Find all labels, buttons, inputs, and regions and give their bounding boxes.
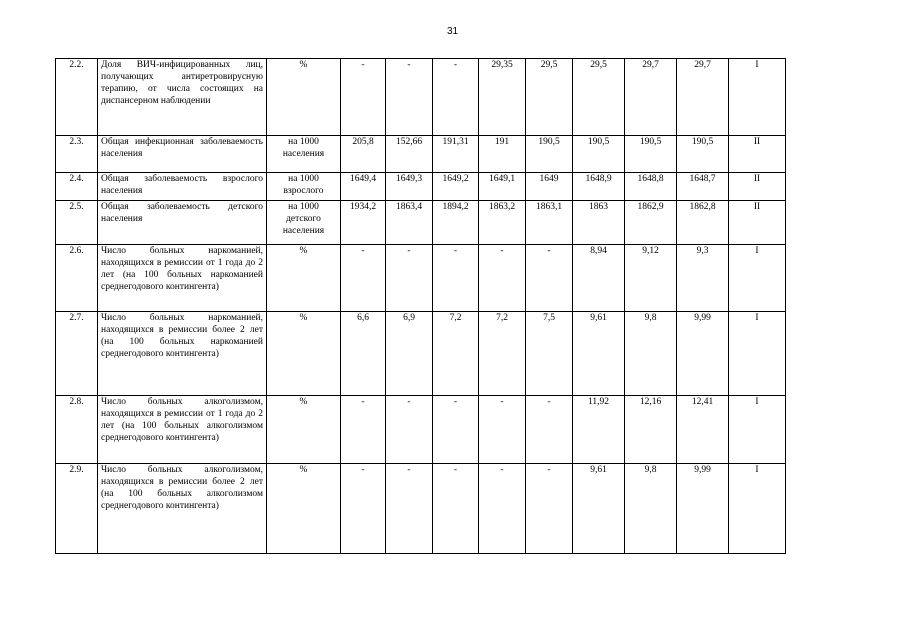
value-cell: 12,16 [625, 396, 677, 464]
value-cell: 11,92 [573, 396, 625, 464]
category-cell: II [729, 201, 786, 245]
value-cell: 7,2 [433, 312, 479, 396]
value-cell: - [526, 245, 573, 312]
value-cell: 1649,2 [433, 173, 479, 201]
value-cell: 190,5 [526, 136, 573, 173]
value-cell: 191 [479, 136, 526, 173]
value-cell: 1934,2 [341, 201, 386, 245]
value-cell: 12,41 [677, 396, 729, 464]
value-cell: - [526, 464, 573, 554]
value-cell: 1649,1 [479, 173, 526, 201]
value-cell: 9,61 [573, 464, 625, 554]
value-cell: 1862,8 [677, 201, 729, 245]
row-number: 2.2. [56, 59, 98, 136]
value-cell: 205,8 [341, 136, 386, 173]
value-cell: - [526, 396, 573, 464]
value-cell: 1863,2 [479, 201, 526, 245]
unit-of-measure: на 1000 детского населения [267, 201, 341, 245]
page-number: 31 [446, 26, 459, 37]
value-cell: 1648,9 [573, 173, 625, 201]
indicator-name: Общая инфекционная заболеваемость населения [98, 136, 267, 173]
value-cell: - [341, 245, 386, 312]
table-row [56, 464, 786, 554]
value-cell: 1863,4 [386, 201, 433, 245]
table-row [56, 201, 786, 245]
value-cell: 191,31 [433, 136, 479, 173]
value-cell: - [386, 464, 433, 554]
value-cell: 29,5 [526, 59, 573, 136]
value-cell: 9,3 [677, 245, 729, 312]
table-row [56, 396, 786, 464]
value-cell: 1648,7 [677, 173, 729, 201]
value-cell: 1863 [573, 201, 625, 245]
value-cell: - [341, 59, 386, 136]
value-cell: 1649,4 [341, 173, 386, 201]
category-cell: I [729, 59, 786, 136]
value-cell: 9,99 [677, 464, 729, 554]
value-cell: 7,5 [526, 312, 573, 396]
value-cell: - [479, 245, 526, 312]
value-cell: - [433, 396, 479, 464]
table-row [56, 312, 786, 396]
row-number: 2.9. [56, 464, 98, 554]
value-cell: 29,35 [479, 59, 526, 136]
value-cell: 1894,2 [433, 201, 479, 245]
table-row [56, 59, 786, 136]
value-cell: - [479, 396, 526, 464]
value-cell: 1863,1 [526, 201, 573, 245]
indicator-name: Число больных алкоголизмом, находящихся в ремиссии от 1 года до 2 лет (на 100 больных алкоголизмом среднегодового контингента) [98, 396, 267, 464]
value-cell: - [433, 245, 479, 312]
indicator-name: Доля ВИЧ-инфицированных лиц, получающих антиретровирусную терапию, от числа состоящих на диспансерном наблюдении [98, 59, 267, 136]
value-cell: 152,66 [386, 136, 433, 173]
value-cell: 29,7 [625, 59, 677, 136]
unit-of-measure: % [267, 396, 341, 464]
value-cell: 190,5 [677, 136, 729, 173]
value-cell: 6,9 [386, 312, 433, 396]
category-cell: I [729, 312, 786, 396]
value-cell: 9,99 [677, 312, 729, 396]
category-cell: I [729, 245, 786, 312]
value-cell: - [341, 464, 386, 554]
unit-of-measure: на 1000 населения [267, 136, 341, 173]
value-cell: 9,61 [573, 312, 625, 396]
value-cell: - [386, 396, 433, 464]
value-cell: 190,5 [625, 136, 677, 173]
value-cell: 29,7 [677, 59, 729, 136]
value-cell: 9,12 [625, 245, 677, 312]
indicators-table [55, 58, 786, 554]
row-number: 2.3. [56, 136, 98, 173]
unit-of-measure: % [267, 464, 341, 554]
unit-of-measure: на 1000 взрослого [267, 173, 341, 201]
indicator-name: Общая заболеваемость детского населения [98, 201, 267, 245]
value-cell: 1649 [526, 173, 573, 201]
value-cell: 6,6 [341, 312, 386, 396]
unit-of-measure: % [267, 245, 341, 312]
value-cell: - [341, 396, 386, 464]
row-number: 2.5. [56, 201, 98, 245]
value-cell: 9,8 [625, 464, 677, 554]
value-cell: - [386, 245, 433, 312]
category-cell: I [729, 464, 786, 554]
value-cell: 8,94 [573, 245, 625, 312]
row-number: 2.4. [56, 173, 98, 201]
value-cell: 9,8 [625, 312, 677, 396]
category-cell: I [729, 396, 786, 464]
value-cell: - [479, 464, 526, 554]
value-cell: - [433, 59, 479, 136]
table-row [56, 173, 786, 201]
row-number: 2.6. [56, 245, 98, 312]
category-cell: II [729, 136, 786, 173]
unit-of-measure: % [267, 312, 341, 396]
value-cell: 7,2 [479, 312, 526, 396]
indicator-name: Число больных наркоманией, находящихся в ремиссии более 2 лет (на 100 больных наркоманией среднегодового контингента) [98, 312, 267, 396]
value-cell: 29,5 [573, 59, 625, 136]
indicator-name: Число больных алкоголизмом, находящихся в ремиссии более 2 лет (на 100 больных алкоголизмом среднегодового контингента) [98, 464, 267, 554]
row-number: 2.8. [56, 396, 98, 464]
value-cell: - [386, 59, 433, 136]
value-cell: 1862,9 [625, 201, 677, 245]
value-cell: 1648,8 [625, 173, 677, 201]
table-row [56, 136, 786, 173]
value-cell: 1649,3 [386, 173, 433, 201]
category-cell: II [729, 173, 786, 201]
indicator-name: Число больных наркоманией, находящихся в ремиссии от 1 года до 2 лет (на 100 больных наркоманией среднегодового контингента) [98, 245, 267, 312]
unit-of-measure: % [267, 59, 341, 136]
value-cell: 190,5 [573, 136, 625, 173]
indicator-name: Общая заболеваемость взрослого населения [98, 173, 267, 201]
table-row [56, 245, 786, 312]
value-cell: - [433, 464, 479, 554]
row-number: 2.7. [56, 312, 98, 396]
